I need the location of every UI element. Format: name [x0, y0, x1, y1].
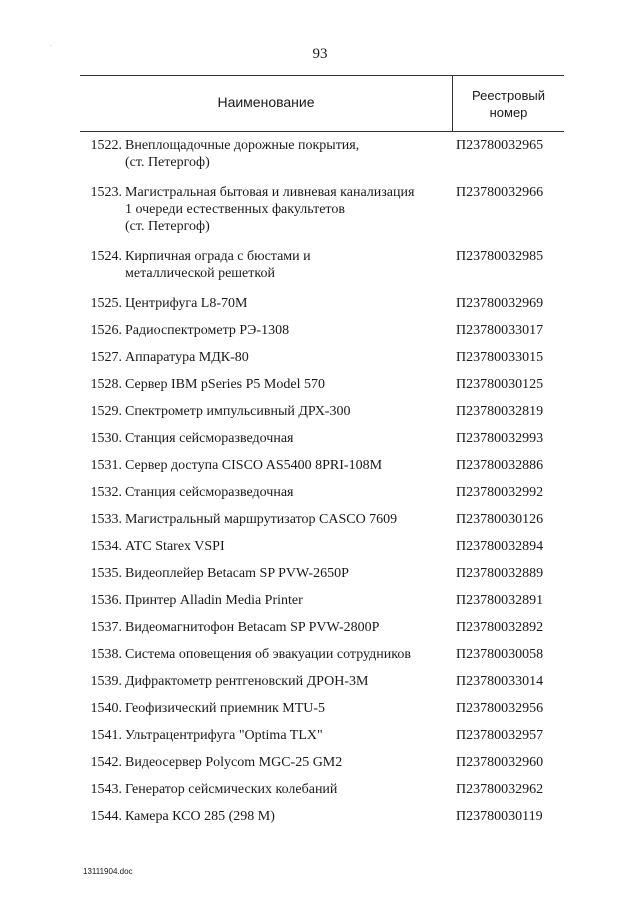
row-name: [125, 349, 460, 366]
row-number: 1539.: [90, 674, 122, 689]
row-registry-number: П23780032892: [456, 620, 544, 635]
table-row: [80, 403, 564, 420]
row-name-line: Сервер доступа CISCO AS5400 8PRI-108M: [125, 458, 383, 473]
row-number: 1531.: [90, 458, 122, 473]
row-name: [125, 565, 460, 582]
row-name: [125, 457, 460, 474]
row-registry-number: П23780030058: [456, 647, 544, 662]
table-row: [80, 646, 564, 663]
row-number: 1537.: [90, 620, 122, 635]
row-name: [125, 137, 460, 171]
table-row: [80, 673, 564, 690]
row-name-line: Магистральная бытовая и ливневая канализация: [125, 185, 415, 200]
row-name-line: (ст. Петергоф): [125, 219, 210, 234]
table-row: [80, 484, 564, 501]
row-name: [125, 592, 460, 609]
row-name: [125, 673, 460, 690]
row-name: [125, 700, 460, 717]
row-name-line: Аппаратура МДК-80: [125, 350, 249, 365]
row-number: 1533.: [90, 512, 122, 527]
row-name-line: Магистральный маршрутизатор CASCO 7609: [125, 512, 398, 527]
row-number: 1543.: [90, 782, 122, 797]
table-row: [80, 538, 564, 555]
row-number: 1525.: [90, 296, 122, 311]
row-registry-number: П23780032886: [456, 458, 544, 473]
row-name: [125, 322, 460, 339]
header-registry-column: [453, 87, 564, 121]
table-row: [80, 511, 564, 528]
table-row: [80, 727, 564, 744]
row-number: 1529.: [90, 404, 122, 419]
row-name-line: Станция сейсморазведочная: [125, 485, 294, 500]
row-number: 1528.: [90, 377, 122, 392]
row-number: 1535.: [90, 566, 122, 581]
table-row: [80, 754, 564, 771]
row-name: [125, 184, 460, 235]
header-registry-line2: номер: [489, 105, 528, 120]
row-name: [125, 781, 460, 798]
row-name-line: Ультрацентрифуга "Optima TLX": [125, 728, 323, 743]
row-number: 1522.: [90, 138, 122, 153]
row-registry-number: П23780032985: [456, 249, 544, 264]
row-name-line: Сервер IBM pSeries P5 Model 570: [125, 377, 325, 392]
row-registry-number: П23780032891: [456, 593, 544, 608]
table-row: [80, 184, 564, 235]
row-number: 1538.: [90, 647, 122, 662]
row-registry-number: П23780032960: [456, 755, 544, 770]
row-name-line: Видеомагнитофон Betacam SP PVW-2800P: [125, 620, 380, 635]
row-registry-number: П23780032819: [456, 404, 544, 419]
row-name-line: Центрифуга L8-70M: [125, 296, 248, 311]
row-number: 1532.: [90, 485, 122, 500]
row-name: [125, 646, 460, 663]
row-name-line: Дифрактометр рентгеновский ДРОН-3М: [125, 674, 369, 689]
row-name-line: Видеоплейер Betacam SP PVW-2650P: [125, 566, 349, 581]
row-name-line: Кирпичная ограда с бюстами и: [125, 249, 311, 264]
row-registry-number: П23780033014: [456, 674, 544, 689]
header-name-column: Наименование: [217, 94, 315, 110]
row-name: [125, 619, 460, 636]
footer-filename: 13111904.doc: [83, 867, 133, 876]
row-number: 1536.: [90, 593, 122, 608]
row-registry-number: П23780032956: [456, 701, 544, 716]
margin-mark: .: [50, 40, 52, 48]
row-number: 1526.: [90, 323, 122, 338]
row-number: 1523.: [90, 185, 122, 200]
row-name: [125, 248, 460, 282]
table-row: [80, 248, 564, 282]
row-registry-number: П23780030126: [456, 512, 544, 527]
row-number: 1540.: [90, 701, 122, 716]
row-name: [125, 430, 460, 447]
table-row: [80, 565, 564, 582]
registry-table: [80, 75, 564, 824]
row-name: [125, 403, 460, 420]
table-row: [80, 592, 564, 609]
row-number: 1534.: [90, 539, 122, 554]
row-name: [125, 727, 460, 744]
table-row: [80, 781, 564, 798]
table-row: [80, 295, 564, 312]
row-registry-number: П23780033015: [456, 350, 544, 365]
table-body: [80, 137, 564, 835]
row-registry-number: П23780032894: [456, 539, 544, 554]
table-row: [80, 349, 564, 366]
row-name-line: Видеосервер Polycom MGC-25 GM2: [125, 755, 343, 770]
row-number: 1544.: [90, 809, 122, 824]
row-name: [125, 295, 460, 312]
row-registry-number: П23780032889: [456, 566, 544, 581]
row-name: [125, 754, 460, 771]
header-registry-line1: Реестровый: [472, 88, 545, 103]
row-registry-number: П23780032965: [456, 138, 544, 153]
table-row: [80, 700, 564, 717]
table-row: [80, 322, 564, 339]
row-name-line: Генератор сейсмических колебаний: [125, 782, 338, 797]
row-name-line: 1 очереди естественных факультетов: [125, 202, 345, 217]
row-name-line: Камера КСО 285 (298 М): [125, 809, 275, 824]
row-registry-number: П23780032966: [456, 185, 544, 200]
row-registry-number: П23780032962: [456, 782, 544, 797]
table-row: [80, 808, 564, 825]
row-name-line: Принтер Alladin Media Printer: [125, 593, 303, 608]
table-row: [80, 376, 564, 393]
table-header: [80, 75, 564, 132]
row-number: 1530.: [90, 431, 122, 446]
row-name: [125, 808, 460, 825]
row-number: 1524.: [90, 249, 122, 264]
row-name-line: Геофизический приемник MTU-5: [125, 701, 326, 716]
row-registry-number: П23780032957: [456, 728, 544, 743]
row-registry-number: П23780032992: [456, 485, 544, 500]
row-name-line: Спектрометр импульсивный ДРХ-300: [125, 404, 351, 419]
table-row: [80, 619, 564, 636]
row-name: [125, 376, 460, 393]
row-number: 1527.: [90, 350, 122, 365]
row-name-line: Система оповещения об эвакуации сотрудников: [125, 647, 411, 662]
row-name: [125, 484, 460, 501]
row-name-line: металлической решеткой: [125, 266, 275, 281]
row-registry-number: П23780030119: [456, 809, 543, 824]
row-number: 1541.: [90, 728, 122, 743]
row-number: 1542.: [90, 755, 122, 770]
row-name-line: Внеплощадочные дорожные покрытия,: [125, 138, 360, 153]
row-name-line: АТС Starex VSPI: [125, 539, 225, 554]
page-number: 93: [312, 46, 328, 62]
row-registry-number: П23780030125: [456, 377, 544, 392]
row-registry-number: П23780032993: [456, 431, 544, 446]
row-registry-number: П23780032969: [456, 296, 544, 311]
table-row: [80, 137, 564, 171]
row-name: [125, 538, 460, 555]
table-row: [80, 457, 564, 474]
row-name-line: Станция сейсморазведочная: [125, 431, 294, 446]
row-registry-number: П23780033017: [456, 323, 544, 338]
row-name: [125, 511, 460, 528]
table-row: [80, 430, 564, 447]
row-name-line: Радиоспектрометр РЭ-1308: [125, 323, 290, 338]
row-name-line: (ст. Петергоф): [125, 155, 210, 170]
